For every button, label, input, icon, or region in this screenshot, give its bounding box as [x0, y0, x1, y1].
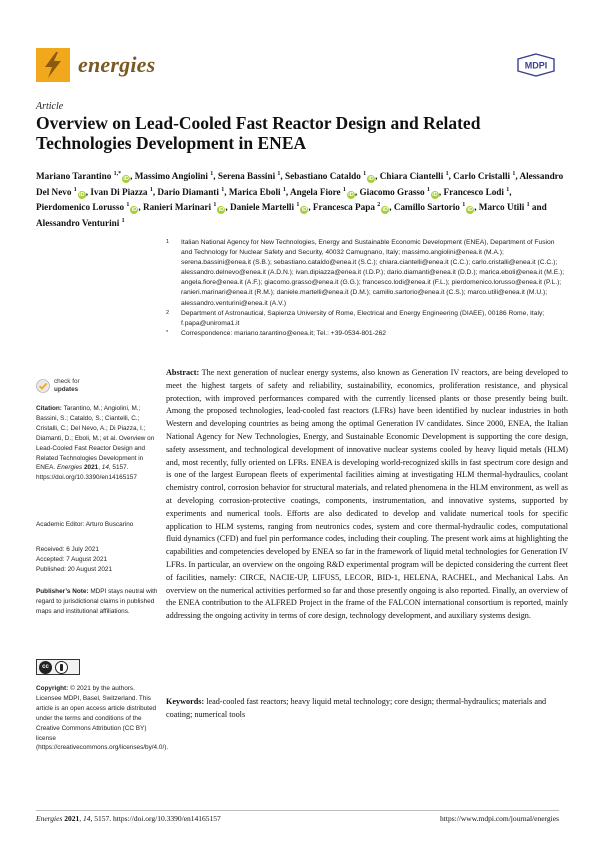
orcid-icon[interactable]: iD — [79, 191, 85, 198]
orcid-icon[interactable]: iD — [301, 207, 308, 214]
check-line2: updates — [54, 385, 79, 393]
author-name: Marco Utili $^1$ — [478, 202, 530, 213]
publisher-note: Publisher’s Note: MDPI stays neutral with regard to jurisdictional claims in published maps and institutional affiliations. — [36, 588, 158, 615]
dates: Received: 6 July 2021 Accepted: 7 August 2021 Published: 20 August 2021 — [36, 546, 113, 573]
author-name: Massimo Angiolini $^1$ — [134, 171, 214, 182]
author-name: Alessandro Venturini $^1$ — [36, 217, 125, 228]
journal-logo — [36, 48, 155, 82]
academic-editor: Academic Editor: Arturo Buscarino — [36, 521, 134, 528]
cc-by-icon — [55, 661, 68, 674]
author-name: Ranieri Marinari $^1$iD — [142, 202, 225, 214]
cc-license-icon[interactable]: cc — [36, 659, 80, 675]
affiliation-2: 2 Department of Astronautical, Sapienza University of Rome, Electrical and Energy Engineering (DIAEE), 00186 Rome, Italy; f.papa@uniroma1.it — [166, 309, 545, 327]
author-name: Chiara Ciantelli $^1$ — [379, 171, 449, 182]
author-name: Marica Eboli $^1$ — [228, 186, 286, 197]
energies-logo-icon — [36, 48, 70, 82]
author-name: Alessandro Del Nevo $^1$iD — [36, 171, 564, 198]
orcid-icon[interactable]: iD — [348, 191, 354, 198]
author-name: Camillo Sartorio $^1$iD — [393, 202, 473, 214]
author-name: Carlo Cristalli $^1$ — [453, 171, 516, 182]
page-title: Overview on Lead-Cooled Fast Reactor Design and Related Technologies Development in ENEA — [36, 113, 481, 153]
orcid-icon[interactable]: iD — [131, 207, 138, 214]
orcid-icon[interactable]: iD — [382, 207, 388, 214]
author-name: Dario Diamanti $^1$ — [157, 186, 225, 197]
abstract: Abstract: The next generation of nuclear energy systems, also known as Generation IV reactors, are being developed to meet the highest targets of safety and reliability, sustainability, economics, proliferation resistance, and physical protection, with improved performances compared with the currently licensed plants or those presently being built. Among the proposed technologies, lead-cooled fast reactors (LFRs) have been identified by nuclear industries in both Western and developing countries as being among the optimal Generation IV candidates. Since 2000, ENEA, the Italian National Agency for New Technologies, Energy, and Sustainable Economic Development is supporting the core design, safety assessment, and technological development of innovative nuclear systems cooled by heavy liquid metals (HLM) and, most recently, fully oriented on LFRs. ENEA is developing world-recognized skills in fast spectrum core design and is one of the largest European fleets of experimental facilities aiming at investigating HLM thermal-hydraulics, coolant chemistry control, corrosion behavior for structural materials, and related phenomena in the HLM environment, as well as at developing corrosion-protective coatings, components, instrumentation, and innovative systems, supported by experiments and numerical tools. Efforts are also dedicated to develop and validate numerical tools for specific application to HLM systems, ranging from neutronics codes, system and core thermal-hydraulic codes, computational fluid dynamics (CFD) and fuel pin performance codes, including their coupling. The present work aims at highlighting the capabilities and competencies developed by ENEA so far in the framework of liquid metal technologies for Generation IV LFRs. In particular, an overview on the ongoing R&D experimental program will be depicted considering the current fleet of facilities, namely: CIRCE, NACIE-UP, LIFUS5, LECOR, BID-1, HELENA, RACHEL, and Mechanical Labs. An overview on the numerical activities performed so far and those presently ongoing is also reported. Finally, an overview of the ENEA contribution to the ALFRED Project in the frame of the FALCON international consortium is reported, mainly addressing the ongoing activity in terms of core design, technology development, and auxiliary systems design. — [166, 368, 568, 621]
copyright: Copyright: © 2021 by the authors. Licensee MDPI, Basel, Switzerland. This article is an open access article distributed under the terms and conditions of the Creative Commons Attribution (CC BY) license (https://creativecommons.org/licenses/by/4.0/). — [36, 685, 169, 752]
author-name: Pierdomenico Lorusso $^1$iD — [36, 202, 138, 214]
author-name: Ivan Di Piazza $^1$ — [90, 186, 153, 197]
orcid-icon[interactable]: iD — [368, 176, 374, 183]
keywords: Keywords: lead-cooled fast reactors; heavy liquid metal technology; core design; thermal-hydraulics; materials and coating; numerical tools — [166, 697, 547, 719]
footer-journal-url[interactable]: https://www.mdpi.com/journal/energies — [440, 814, 559, 823]
check-for-updates-button[interactable] — [36, 378, 80, 393]
author-name: Daniele Martelli $^1$iD — [229, 202, 308, 214]
author-name: Angela Fiore $^1$iD — [290, 186, 354, 198]
journal-name: energies — [78, 52, 156, 77]
footer-divider — [36, 810, 559, 811]
correspondence: * Correspondence: mariano.tarantino@enea.it; Tel.: +39-0534-801-262 — [166, 329, 387, 337]
check-updates-icon — [36, 379, 50, 393]
author-name: Serena Bassini $^1$ — [217, 171, 281, 182]
affiliations — [166, 238, 566, 339]
footer-citation: Energies 2021, 14, 5157. https://doi.org/10.3390/en14165157 — [36, 814, 221, 823]
publisher-name: MDPI — [524, 60, 548, 71]
citation: Citation: Tarantino, M.; Angiolini, M.; Bassini, S.; Cataldo, S.; Ciantelli, C.; Cristalli, C.; Del Nevo, A.; Di Piazza, I.; Diamanti, D.; Eboli, M.; et al. Overview on Lead-Cooled Fast Reactor Design and Related Technologies Development in ENEA. Energies 2021, 14, 5157. https://doi.org/10.3390/en14165157 — [36, 405, 155, 482]
author-name: Francesca Papa $^2$iD — [312, 202, 388, 214]
orcid-icon[interactable]: iD — [467, 207, 473, 214]
affiliation-1: 1 Italian National Agency for New Technologies, Energy and Sustainable Economic Development (ENEA), Department of Fusion and Technology for Nuclear Safety and Security, 40032 Camugnano, Italy; massimo.angiolini@enea.it (M.A.); serena.bassini@enea.it (S.B.); sebastiano.cataldo@enea.it (S.C.); chiara.ciantelli@enea.it (C.C.); carlo.cristalli@enea.it (C.C.); alessandro.delnevo@enea.it (A.D.N.); ivan.dipiazza@enea.it (I.D.P.); dario.diamanti@enea.it (D.D.); marica.eboli@enea.it (M.E.); angela.fiore@enea.it (A.F.); giacomo.grasso@enea.it (G.G.); francesco.lodi@enea.it (F.L.); pierdomenico.lorusso@enea.it (P.L.); ranieri.marinari@enea.it (R.M.); daniele.martelli@enea.it (D.M.); camillo.sartorio@enea.it (C.S.); marco.utili@enea.it (M.U.); alessandro.venturini@enea.it (A.V.) — [166, 239, 565, 307]
check-line1: check for — [54, 378, 80, 385]
author-name: Francesco Lodi $^1$ — [443, 186, 510, 197]
orcid-icon[interactable]: iD — [218, 207, 225, 214]
orcid-icon[interactable]: iD — [432, 191, 438, 198]
mdpi-logo-icon — [515, 53, 557, 77]
author-name: Sebastiano Cataldo $^1$iD — [285, 171, 374, 183]
author-list: Mariano Tarantino $^{1,*}$iD, Massimo Angiolini $^1$, Serena Bassini $^1$, Sebastiano Cataldo $^1$iD, Chiara Ciantelli $^1$, Carlo Cristalli $^1$, Alessandro Del Nevo $^1$iD, Ivan Di Piazza $^1$, Dario Diamanti $^1$, Marica Eboli $^1$, Angela Fiore $^1$iD, Giacomo Grasso $^1$iD, Francesco Lodi $^1$, Pierdomenico Lorusso $^1$iD, Ranieri Marinari $^1$iD, Daniele Martelli $^1$iD, Francesca Papa $^2$iD, Camillo Sartorio $^1$iD, Marco Utili $^1$ and Alessandro Venturini $^1$ — [36, 171, 564, 228]
author-name: Giacomo Grasso $^1$iD — [359, 186, 438, 198]
author-name: Mariano Tarantino $^{1,*}$iD — [36, 171, 129, 183]
orcid-icon[interactable]: iD — [123, 176, 129, 183]
article-type: Article — [36, 101, 64, 112]
